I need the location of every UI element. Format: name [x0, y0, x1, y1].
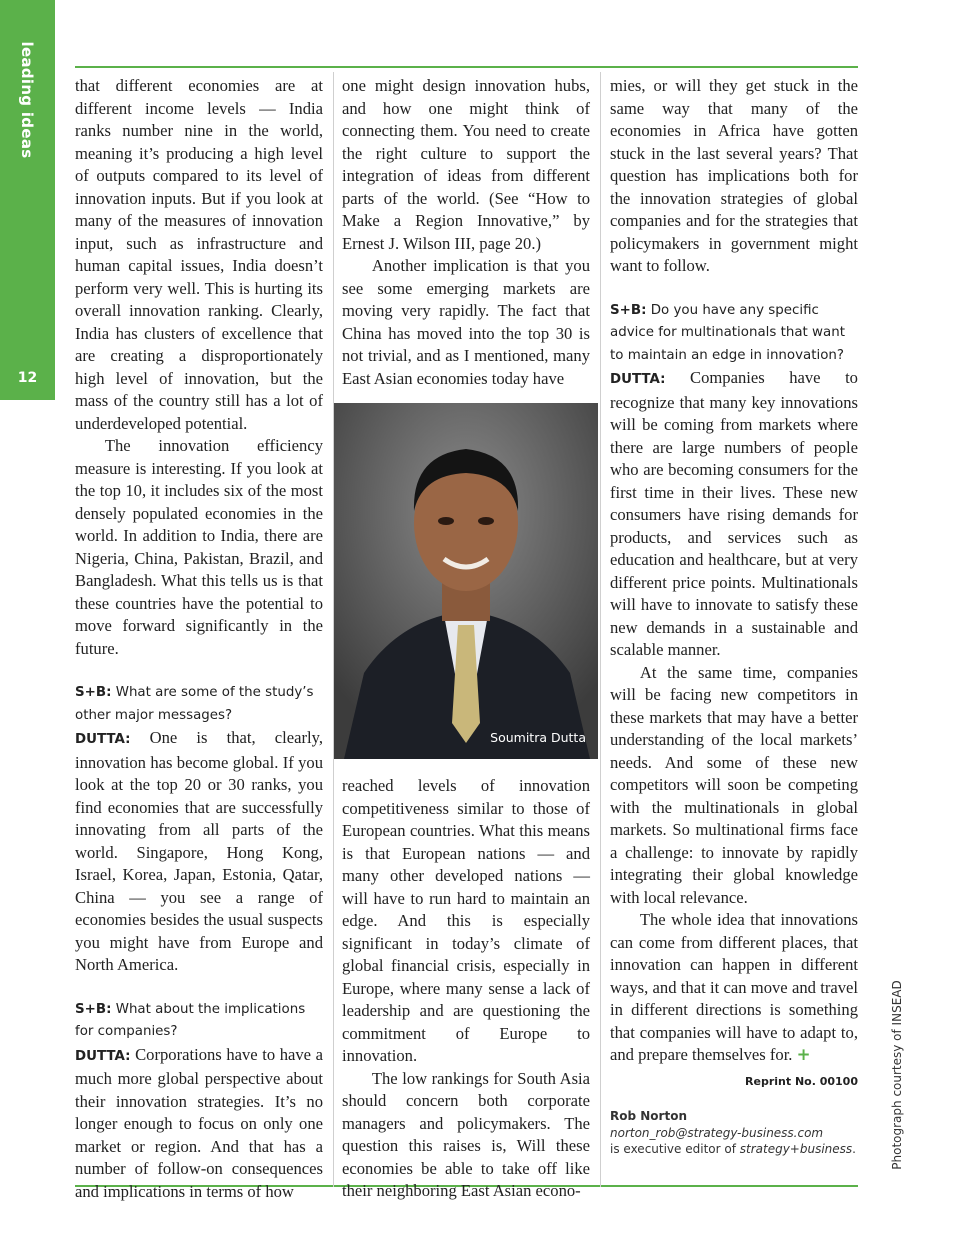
- paragraph: At the same time, companies will be facing new competitors in these markets that may have a better understanding of the local markets’ needs. And some of these new competitors will soon be competing with the multinationals in global markets. So multinational firms face a challenge: to innovate by rapidly integrating their global knowledge with local relevance.: [610, 662, 858, 907]
- paragraph: [610, 909, 858, 1067]
- answer: [610, 367, 858, 662]
- portrait-photo: [334, 403, 598, 759]
- section-tab: [0, 0, 55, 400]
- question-label: S+B:: [75, 685, 112, 700]
- publication-name: strategy+business: [739, 1142, 853, 1156]
- paragraph-text: The whole idea that innovations can come from different places, that innovation can happen in different ways, and that it can move and travel in different directions is something that companies will have to adapt to, and prepare themselves for.: [610, 910, 858, 1064]
- speaker-label: DUTTA:: [75, 732, 131, 747]
- page-number: 12: [17, 370, 38, 386]
- author-description: [610, 1141, 858, 1158]
- photo-caption: Soumitra Dutta: [490, 730, 586, 745]
- question: [75, 999, 323, 1044]
- reprint-number: Reprint No. 00100: [745, 1074, 858, 1088]
- question-text: What about the implications for companies?: [75, 1001, 306, 1039]
- article-column-1: [75, 75, 323, 1203]
- question: [610, 300, 858, 368]
- paragraph: reached levels of innovation competitiveness similar to those of European countries. What this means is that European nations — and many other developed nations — will have to run hard to maintain an edge. And this is especially significant in today’s climate of global financial crisis, especially in Europe, where many sense a lack of leadership and are questioning the commitment of Europe to innovation.: [342, 776, 590, 1065]
- photo-credit: Photograph courtesy of INSEAD: [890, 980, 904, 1170]
- answer-text: Corporations have to have a much more global perspective about their innovation strategies. It’s no longer enough to focus on only one market or region. And that has a number of follow-on consequences and implications in terms of how: [75, 1044, 323, 1201]
- article-column-3: [610, 75, 858, 1093]
- question-text: What are some of the study’s other major messages?: [75, 685, 314, 723]
- paragraph: mies, or will they get stuck in the same way that many of the economies in Africa have gotten stuck in the last several years? That question has implications both for the innovation strategies of global companies and for the strategies that policymakers in government might want to follow.: [610, 76, 858, 275]
- column-divider: [600, 72, 601, 1187]
- portrait-illustration: [334, 403, 598, 759]
- answer: [75, 727, 323, 977]
- section-label: leading ideas: [18, 41, 36, 159]
- author-name: Rob Norton: [610, 1109, 687, 1123]
- answer-text: One is that, clearly, innovation has become global. If you look at the top 20 or 30 ranks, you find economies that are successfully innovating from all parts of the world. Singapore, Hong Kong, Israel, Korea, Japan, Estonia, Qatar, China — you see a range of economies besides the usual suspects you might have from Europe and North America.: [75, 728, 323, 974]
- paragraph: The low rankings for South Asia should concern both corporate managers and policymakers. The question this raises is, Will these economies be able to take off like their neighboring East Asian econo-: [342, 1068, 590, 1200]
- speaker-label: DUTTA:: [610, 372, 666, 387]
- paragraph: one might design innovation hubs, and how one might think of connecting them. You need to create the right culture to support the integration of ideas from different parts of the world. (See “How to Make a Region Innovative,” by Ernest J. Wilson III, page 20.): [342, 76, 590, 253]
- article-column-2-bottom: [342, 775, 590, 1203]
- paragraph: Another implication is that you see some emerging markets are moving very rapidly. The fact that China has moved into the top 30 is not trivial, and as I mentioned, many East Asian economies today have: [342, 256, 590, 388]
- question: [75, 682, 323, 727]
- question-label: S+B:: [610, 302, 647, 318]
- paragraph: The innovation efficiency measure is interesting. If you look at the top 10, it includes six of the most densely populated economies in the world. In addition to India, there are Nigeria, China, Pakistan, Brazil, and Bangladesh. What this tells us is that these countries have the potential to move forward significantly in the future.: [75, 436, 323, 658]
- bio-prefix: is executive editor of: [610, 1142, 740, 1156]
- article-column-2-top: [342, 75, 590, 390]
- paragraph: that different economies are at different income levels — India ranks number nine in the world, meaning it’s producing a high level of outputs compared to its level of innovation inputs. But if you look at many of the measures of innovation input, such as infrastructure and human capital issues, India doesn’t perform very well. This is hurting its overall innovation ranking. Clearly, India has clusters of excellence that are creating a disproportionately high level of innovation, but the mass of the country still has a lot of underdeveloped potential.: [75, 76, 323, 433]
- author-bio: [610, 1108, 858, 1158]
- speaker-label: DUTTA:: [75, 1048, 131, 1064]
- question-label: S+B:: [75, 1001, 112, 1017]
- answer-text: Companies have to recognize that many key innovations will be coming from markets where there are large numbers of people who are becoming consumers for the first time in their lives. These new consumers have rising demands for products, and services such as education and healthcare, but at very different price points. Multinationals will have to innovate to satisfy these new demands in a sustainable and scalable manner.: [610, 368, 858, 659]
- end-mark-icon: +: [796, 1045, 811, 1064]
- question-text: Do you have any specific advice for multinationals that want to maintain an edge in innovation?: [610, 302, 845, 363]
- author-email[interactable]: norton_rob@strategy-business.com: [610, 1125, 824, 1140]
- bio-suffix: .: [852, 1142, 856, 1156]
- top-rule: [75, 66, 858, 68]
- answer: [75, 1044, 323, 1204]
